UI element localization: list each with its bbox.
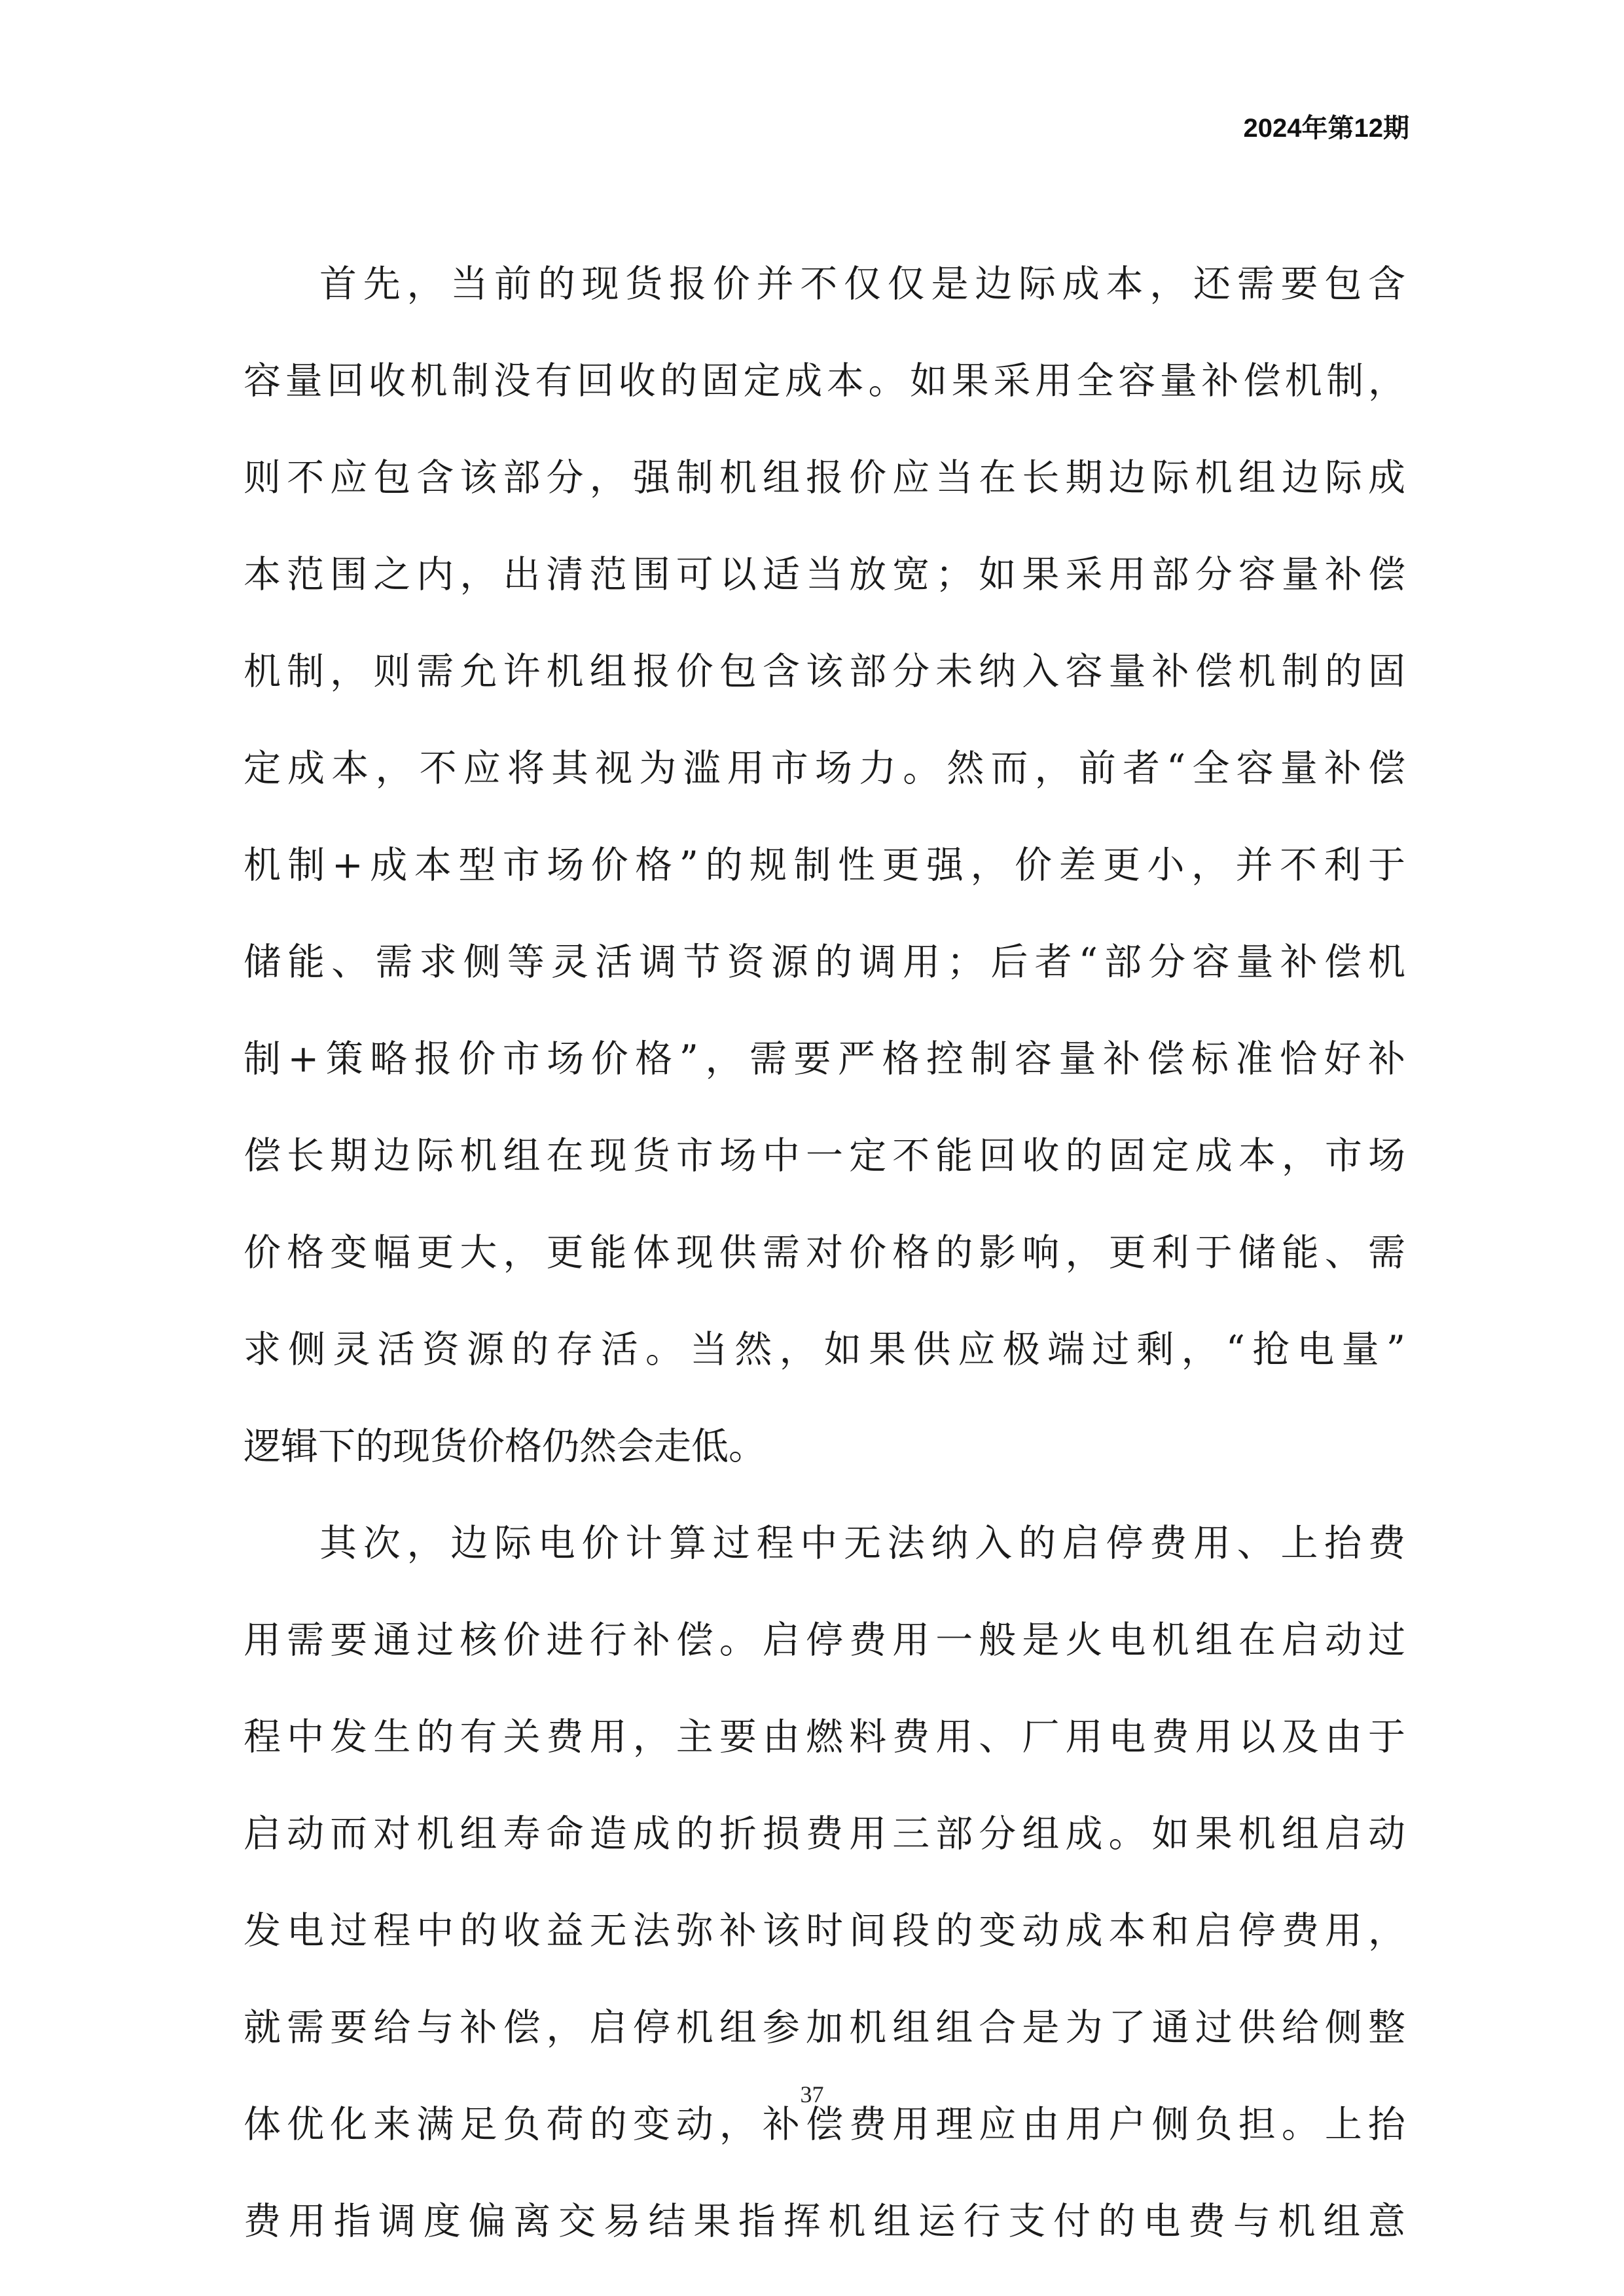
paragraph-line: 容量回收机制没有回收的固定成本。如果采用全容量补偿机制， bbox=[244, 359, 1405, 403]
issue-header: 2024年第12期 bbox=[1243, 114, 1409, 143]
paragraph-line: 求侧灵活资源的存活。当然，如果供应极端过剩，“抢电量” bbox=[244, 1328, 1405, 1371]
paragraph-line: 机制，则需允许机组报价包含该部分未纳入容量补偿机制的固 bbox=[244, 650, 1405, 693]
paragraph-line: 就需要给与补偿，启停机组参加机组组合是为了通过供给侧整 bbox=[244, 2006, 1405, 2049]
paragraph-line: 机制+成本型市场价格”的规制性更强，价差更小，并不利于 bbox=[244, 844, 1405, 887]
paragraph-2 bbox=[244, 1495, 1405, 2270]
paragraph-line: 本范围之内，出清范围可以适当放宽；如果采用部分容量补偿 bbox=[244, 553, 1405, 596]
paragraph-line: 用需要通过核价进行补偿。启停费用一般是火电机组在启动过 bbox=[244, 1619, 1405, 1662]
paragraph-line: 储能、需求侧等灵活调节资源的调用；后者“部分容量补偿机 bbox=[244, 941, 1405, 984]
page-number: 37 bbox=[800, 2081, 824, 2108]
paragraph-line: 体优化来满足负荷的变动，补偿费用理应由用户侧负担。上抬 bbox=[244, 2103, 1405, 2146]
body-text bbox=[244, 236, 1405, 2270]
paragraph-line: 价格变幅更大，更能体现供需对价格的影响，更利于储能、需 bbox=[244, 1231, 1405, 1274]
paragraph-line: 启动而对机组寿命造成的折损费用三部分组成。如果机组启动 bbox=[244, 1812, 1405, 1856]
paragraph-line: 其次，边际电价计算过程中无法纳入的启停费用、上抬费 bbox=[319, 1522, 1405, 1565]
paragraph-line: 首先，当前的现货报价并不仅仅是边际成本，还需要包含 bbox=[319, 262, 1405, 306]
paragraph-line: 程中发生的有关费用，主要由燃料费用、厂用电费用以及由于 bbox=[244, 1715, 1405, 1759]
paragraph-line: 发电过程中的收益无法弥补该时间段的变动成本和启停费用， bbox=[244, 1909, 1405, 1952]
paragraph-line: 偿长期边际机组在现货市场中一定不能回收的固定成本，市场 bbox=[244, 1134, 1405, 1177]
paragraph-1 bbox=[244, 236, 1405, 1495]
paragraph-line: 则不应包含该部分，强制机组报价应当在长期边际机组边际成 bbox=[244, 456, 1405, 499]
paragraph-line: 定成本，不应将其视为滥用市场力。然而，前者“全容量补偿 bbox=[244, 747, 1405, 790]
paragraph-line: 费用指调度偏离交易结果指挥机组运行支付的电费与机组意 bbox=[244, 2200, 1405, 2243]
paragraph-line: 制+策略报价市场价格”，需要严格控制容量补偿标准恰好补 bbox=[244, 1037, 1405, 1081]
paragraph-line: 逻辑下的现货价格仍然会走低。 bbox=[244, 1425, 766, 1468]
